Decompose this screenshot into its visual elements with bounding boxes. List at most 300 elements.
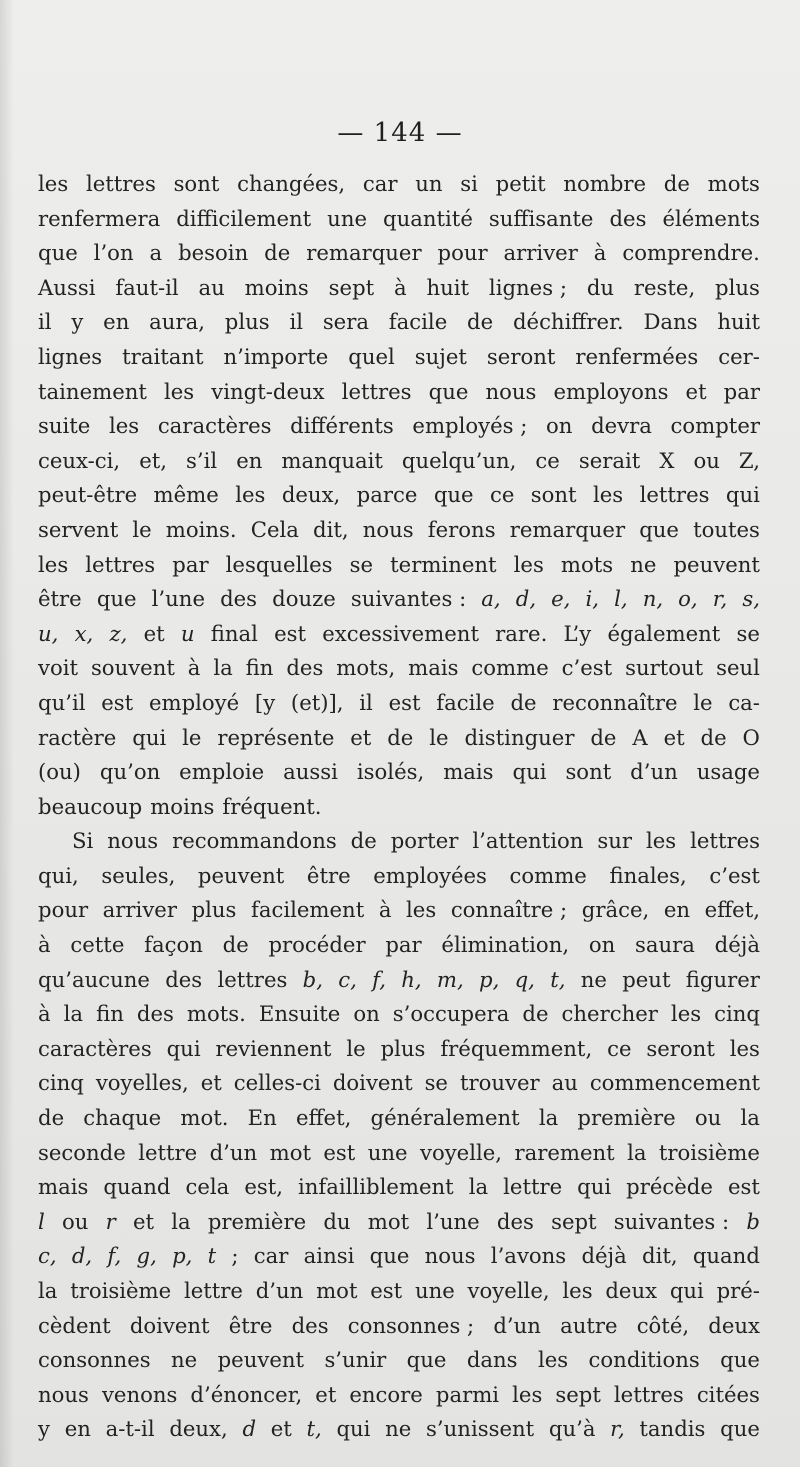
word: d’un <box>209 1139 258 1165</box>
word: employés ; <box>412 413 528 439</box>
word: que <box>96 586 137 612</box>
word: être <box>306 862 351 888</box>
word: le <box>429 724 449 750</box>
word: fin <box>96 1001 124 1027</box>
word: des <box>165 966 203 992</box>
word: En <box>247 1105 277 1131</box>
word: de <box>222 932 249 958</box>
word: X <box>659 447 675 473</box>
word: quantité <box>383 205 473 231</box>
word: reviennent <box>215 1035 332 1061</box>
word: a-t-il <box>105 1416 155 1442</box>
word: seules, <box>101 862 176 888</box>
word: ferons <box>427 516 496 542</box>
word: troisième <box>70 1278 172 1303</box>
word: qu’aucune <box>38 966 150 992</box>
text-line <box>38 236 760 271</box>
word: fréquent. <box>222 793 322 819</box>
word: plus <box>224 309 270 335</box>
word: des <box>496 1208 534 1234</box>
word: conditions <box>588 1347 700 1373</box>
word: sujet <box>414 343 467 369</box>
word: manquait <box>281 447 383 473</box>
word: ou <box>694 1105 722 1131</box>
text-line <box>38 963 760 998</box>
word: mots, <box>336 655 396 681</box>
word: il <box>359 689 373 715</box>
word: d’un <box>630 759 678 785</box>
word: nous <box>485 378 537 404</box>
word: d’un <box>255 1278 304 1303</box>
word: pré- <box>716 1278 760 1303</box>
word: aussi <box>283 759 338 785</box>
word: porter <box>390 828 459 854</box>
body-text <box>38 167 760 1447</box>
text-line <box>38 893 760 928</box>
word: deux <box>708 1312 760 1338</box>
word: ca- <box>728 689 760 715</box>
word: si <box>460 171 478 196</box>
word: l, <box>614 586 628 612</box>
word: lettres <box>85 171 156 196</box>
word: généralement <box>370 1105 520 1131</box>
word: sont <box>530 482 577 508</box>
word: difficilement <box>176 205 312 231</box>
word: lignes ; <box>488 274 567 300</box>
word: e, <box>551 586 571 612</box>
word: consonnes <box>38 1347 151 1373</box>
word: et <box>200 1070 222 1096</box>
text-line <box>38 1343 760 1378</box>
word: représente <box>217 724 335 750</box>
word: il <box>289 309 303 335</box>
word: l’on <box>93 240 134 266</box>
word: quand <box>103 1174 171 1200</box>
word: pour <box>437 240 488 266</box>
word: trouver <box>459 1070 540 1096</box>
word: connaître ; <box>450 897 568 923</box>
text-line <box>38 375 760 410</box>
word: arriver <box>503 240 578 266</box>
word: se <box>424 1070 448 1096</box>
word: souvent <box>90 655 175 681</box>
word: lettres <box>217 966 288 992</box>
word: à <box>38 932 51 958</box>
word: qu’on <box>99 759 161 785</box>
word: facile <box>388 309 448 335</box>
text-line <box>38 271 760 306</box>
word: deux <box>605 1278 658 1303</box>
text-line <box>38 340 760 375</box>
word: lettres <box>639 482 710 508</box>
word: citées <box>696 1381 760 1407</box>
word: f, <box>372 966 386 992</box>
word: compter <box>670 413 760 439</box>
word: par <box>385 932 422 958</box>
word: qui <box>512 759 547 785</box>
word: suffisante <box>488 205 594 231</box>
word: les <box>729 1035 760 1061</box>
word: nous <box>38 1381 89 1407</box>
word: première <box>577 1105 676 1131</box>
word: fréquemment, <box>440 1035 593 1061</box>
word: que <box>433 482 474 508</box>
word: besoin <box>178 240 249 266</box>
word: voyelles, <box>95 1070 189 1096</box>
word: être <box>228 1312 273 1338</box>
word: terminent <box>390 551 497 577</box>
word: m, <box>436 966 464 992</box>
word: d’un <box>493 1312 541 1338</box>
word: une <box>327 205 368 231</box>
word: final <box>210 620 258 646</box>
word: nous <box>424 1243 476 1269</box>
word: à <box>378 897 392 923</box>
word: seront <box>486 343 556 369</box>
word: s’unir <box>324 1347 387 1373</box>
word: les <box>38 551 69 577</box>
word: sept <box>555 1381 601 1407</box>
word: employées <box>373 862 487 888</box>
word: suivantes : <box>613 1208 730 1234</box>
word: s’occupera <box>392 1001 510 1027</box>
word: recommandons <box>172 828 337 854</box>
word: est <box>101 689 134 715</box>
word: huit <box>426 274 470 300</box>
text-line <box>38 478 760 513</box>
word: venons <box>101 1381 178 1407</box>
word: Cela <box>250 516 299 542</box>
word: tandis <box>639 1416 706 1442</box>
word: déjà <box>581 1243 627 1269</box>
word: commencement <box>589 1070 760 1096</box>
word: de <box>522 1001 549 1027</box>
word: h, <box>401 966 422 992</box>
word: des <box>291 1312 329 1338</box>
word: huit <box>717 309 760 335</box>
word: en <box>663 897 691 923</box>
word: et <box>143 620 165 646</box>
word: mais <box>408 655 459 681</box>
word: qui <box>725 482 760 508</box>
word: o, <box>678 586 698 612</box>
word: lettre <box>503 1174 563 1200</box>
word: r, <box>712 586 728 612</box>
word: est <box>370 1278 403 1303</box>
word: procéder <box>268 932 366 958</box>
text-line <box>38 1378 760 1413</box>
word: consonnes ; <box>347 1312 475 1338</box>
word: au <box>198 274 225 300</box>
word: comme <box>509 862 587 888</box>
word: cette <box>70 932 125 958</box>
word: lettre <box>183 1278 243 1303</box>
word: u, <box>38 620 59 646</box>
word: et <box>350 724 372 750</box>
text-line <box>38 202 760 237</box>
word: d <box>242 1416 257 1442</box>
word: facilement <box>251 897 365 923</box>
text-line <box>38 582 760 617</box>
word: que <box>406 1347 447 1373</box>
word: la <box>63 1001 84 1027</box>
word: isolés, <box>356 759 425 785</box>
word: comme <box>471 655 549 681</box>
word: les <box>513 551 544 577</box>
word: s’il <box>186 447 218 473</box>
word: voyelle, <box>419 1139 503 1165</box>
word: même <box>153 482 219 508</box>
word: peuvent <box>197 862 285 888</box>
text-line <box>38 1170 760 1205</box>
word: est <box>323 1139 356 1165</box>
word: remarquer <box>509 516 626 542</box>
word: que <box>720 1416 760 1442</box>
word: première <box>207 1208 307 1234</box>
word: t, <box>306 1416 322 1442</box>
word: suite <box>38 413 91 439</box>
word: façon <box>144 932 203 958</box>
word: rarement <box>514 1139 615 1165</box>
word: u <box>180 620 195 646</box>
word: de <box>467 309 494 335</box>
word: caractères <box>157 413 272 439</box>
word: de <box>264 240 291 266</box>
word: infailliblement <box>298 1174 454 1200</box>
word: des <box>220 586 258 612</box>
word: la <box>740 1105 760 1131</box>
word: ou <box>61 1208 89 1234</box>
word: d, <box>515 586 537 612</box>
word: ; <box>231 1243 239 1269</box>
text-line <box>38 444 760 479</box>
word: que <box>38 240 78 266</box>
text-line <box>38 1032 760 1067</box>
text-line <box>38 1309 760 1344</box>
word: beaucoup <box>38 793 143 819</box>
text-line <box>38 305 760 340</box>
word: qui <box>577 1174 612 1200</box>
word: à <box>187 655 201 681</box>
word: différents <box>290 413 394 439</box>
word: en <box>103 309 130 335</box>
word: parmi <box>435 1381 500 1407</box>
word: côté, <box>636 1312 690 1338</box>
word: x, <box>74 620 94 646</box>
word: mot <box>269 1139 311 1165</box>
text-line <box>38 1239 760 1274</box>
word: par <box>172 551 209 577</box>
word: lettres <box>85 551 156 577</box>
word: lignes <box>38 343 103 369</box>
word: est <box>388 689 421 715</box>
text-line <box>38 790 760 825</box>
word: sera <box>322 309 369 335</box>
word: qu’à <box>548 1416 596 1442</box>
word: sont <box>565 759 612 785</box>
word: remarquer <box>306 240 422 266</box>
word: renfermées <box>575 343 699 369</box>
word: peuvent <box>217 1347 305 1373</box>
word: les <box>562 1278 593 1303</box>
word: ne <box>171 1347 198 1373</box>
word: deux, <box>281 482 341 508</box>
word: les <box>108 413 140 439</box>
text-line <box>38 1274 760 1309</box>
word: O <box>742 724 760 750</box>
word: usage <box>696 759 760 785</box>
word: des <box>609 205 647 231</box>
word: deux, <box>169 1416 228 1442</box>
word: au <box>551 1070 578 1096</box>
word: mot. <box>180 1105 229 1131</box>
word: nous <box>107 828 159 854</box>
word: les <box>537 1347 569 1373</box>
word: l’une <box>151 586 205 612</box>
word: les <box>670 1001 702 1027</box>
word: chaque <box>83 1105 162 1131</box>
word: l <box>38 1208 45 1234</box>
word: c, <box>38 1243 57 1269</box>
word: ractère <box>38 724 117 750</box>
word: nous <box>362 516 414 542</box>
word: quand <box>692 1243 760 1269</box>
word: qui, <box>38 862 79 888</box>
word: effet, <box>295 1105 352 1131</box>
text-line <box>38 721 760 756</box>
word: caractères <box>38 1035 152 1061</box>
word: une <box>414 1278 455 1303</box>
word: [y <box>254 689 276 715</box>
word: que <box>428 378 469 404</box>
word: changées, <box>237 171 346 196</box>
word: précède <box>626 1174 713 1200</box>
word: y <box>38 1416 50 1442</box>
word: lettre <box>138 1139 198 1165</box>
word: les <box>163 378 195 404</box>
text-line <box>38 651 760 686</box>
word: du <box>586 274 615 300</box>
word: plus <box>380 1035 426 1061</box>
word: fin <box>245 655 274 681</box>
word: sept <box>551 1208 597 1234</box>
word: ce <box>607 1035 632 1061</box>
word: figurer <box>685 966 760 992</box>
word: de <box>350 828 377 854</box>
word: qui <box>669 1278 704 1303</box>
word: seul <box>716 655 760 681</box>
word: Z, <box>738 447 760 473</box>
word: l’une <box>426 1208 480 1234</box>
word: toutes <box>693 516 760 542</box>
word: cer- <box>718 343 760 369</box>
word: finales, <box>609 862 687 888</box>
word: reconnaître <box>552 689 678 715</box>
word: devra <box>591 413 652 439</box>
word: l’avons <box>490 1243 567 1269</box>
word: t, <box>550 966 566 992</box>
word: la <box>171 1208 191 1234</box>
word: le <box>182 724 202 750</box>
word: lesquelles <box>225 551 333 577</box>
word: lettres <box>690 828 760 854</box>
word: p, <box>479 966 500 992</box>
word: et <box>270 1416 292 1442</box>
word: n, <box>642 586 664 612</box>
word: parce <box>356 482 418 508</box>
word: moins <box>150 793 215 819</box>
word: f, <box>107 1243 122 1269</box>
word: qui <box>336 1416 371 1442</box>
word: peuvent <box>673 551 760 577</box>
word: pour <box>38 897 89 923</box>
word: L’y <box>563 620 592 646</box>
word: douze <box>272 586 336 612</box>
word: arriver <box>102 897 177 923</box>
word: y <box>71 309 84 335</box>
word: (ou) <box>38 759 81 785</box>
word: mots <box>707 171 760 196</box>
word: cèdent <box>38 1312 111 1338</box>
word: peut-être <box>38 482 138 508</box>
word: est, <box>244 1174 283 1200</box>
word: dans <box>466 1347 518 1373</box>
text-line <box>38 409 760 444</box>
word: de <box>510 689 537 715</box>
word: ce <box>535 447 560 473</box>
word: aura, <box>149 309 205 335</box>
word: et <box>315 1381 337 1407</box>
word: servent <box>38 516 119 542</box>
word: chercher <box>561 1001 658 1027</box>
word: sont <box>173 171 220 196</box>
word: une <box>367 1139 408 1165</box>
word: encore <box>349 1381 423 1407</box>
word: suivantes : <box>350 586 467 612</box>
text-line <box>38 1205 760 1240</box>
word: les <box>38 171 69 196</box>
text-line <box>38 824 760 859</box>
word: la <box>38 1278 58 1303</box>
word: le <box>132 516 152 542</box>
word: moins <box>244 274 309 300</box>
word: ou <box>693 447 720 473</box>
word: la <box>627 1139 647 1165</box>
word: rare. <box>495 620 548 646</box>
word: élimination, <box>441 932 570 958</box>
word: z, <box>109 620 128 646</box>
word: faut-il <box>115 274 179 300</box>
word: à <box>394 274 407 300</box>
text-line <box>38 755 760 790</box>
word: du <box>323 1208 351 1234</box>
word: surtout <box>625 655 704 681</box>
word: et <box>685 378 707 404</box>
word: les <box>235 482 266 508</box>
word: comprendre. <box>622 240 760 266</box>
word: à <box>38 1001 51 1027</box>
word: mot <box>316 1278 358 1303</box>
word: se <box>736 620 760 646</box>
word: Si <box>72 828 94 854</box>
word: car <box>253 1243 289 1269</box>
text-line <box>38 548 760 583</box>
word: qui <box>132 724 167 750</box>
word: s’unissent <box>426 1416 535 1442</box>
word: déchiffrer. <box>512 309 624 335</box>
word: mots <box>560 551 614 577</box>
word: est <box>727 1174 760 1200</box>
